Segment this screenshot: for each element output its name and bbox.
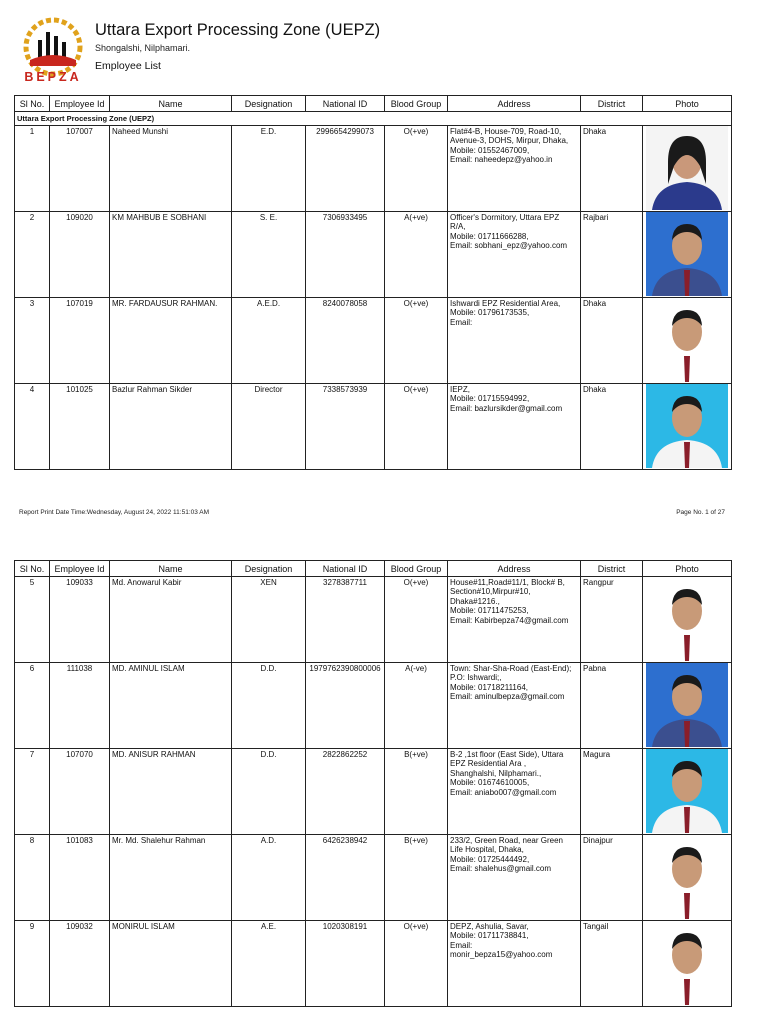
cell-name: MR. FARDAUSUR RAHMAN. xyxy=(110,298,232,384)
employee-photo xyxy=(643,212,732,298)
cell-address: IEPZ, Mobile: 01715594992, Email: bazlursikder@gmail.com xyxy=(448,384,581,470)
table-header-row xyxy=(15,561,732,577)
cell-sl-no: 1 xyxy=(15,126,50,212)
column-header-name: Name xyxy=(110,561,232,577)
employee-photo xyxy=(643,663,732,749)
table-header-row xyxy=(15,96,732,112)
cell-sl-no: 6 xyxy=(15,663,50,749)
cell-district: Pabna xyxy=(581,663,643,749)
employee-photo xyxy=(643,577,732,663)
cell-address: DEPZ, Ashulia, Savar, Mobile: 01711738841, Email: monir_bepza15@yahoo.com xyxy=(448,921,581,1007)
cell-district: Magura xyxy=(581,749,643,835)
org-address: Shongalshi, Nilphamari. xyxy=(95,43,191,53)
cell-blood-group: O(+ve) xyxy=(385,921,448,1007)
column-header-name: Name xyxy=(110,96,232,112)
employee-photo xyxy=(643,749,732,835)
table-row xyxy=(15,298,732,384)
table-row xyxy=(15,384,732,470)
cell-designation: A.D. xyxy=(232,835,306,921)
cell-employee-id: 107019 xyxy=(50,298,110,384)
cell-national-id: 2996654299073 xyxy=(306,126,385,212)
logo-text: BEPZA xyxy=(24,70,82,84)
cell-name: MONIRUL ISLAM xyxy=(110,921,232,1007)
employee-photo xyxy=(643,384,732,470)
cell-blood-group: O(+ve) xyxy=(385,126,448,212)
cell-blood-group: O(+ve) xyxy=(385,298,448,384)
column-header-photo: Photo xyxy=(643,96,732,112)
column-header-district: District xyxy=(581,561,643,577)
cell-national-id: 3278387711 xyxy=(306,577,385,663)
cell-blood-group: B(+ve) xyxy=(385,835,448,921)
table-row xyxy=(15,663,732,749)
column-header-sl-no: Sl No. xyxy=(15,96,50,112)
cell-name: Bazlur Rahman Sikder xyxy=(110,384,232,470)
page-number: Page No. 1 of 27 xyxy=(676,509,725,516)
section-title: Uttara Export Processing Zone (UEPZ) xyxy=(15,112,732,126)
cell-employee-id: 109033 xyxy=(50,577,110,663)
section-row xyxy=(15,112,732,126)
column-header-blood-group: Blood Group xyxy=(385,561,448,577)
cell-sl-no: 8 xyxy=(15,835,50,921)
cell-designation: A.E.D. xyxy=(232,298,306,384)
cell-sl-no: 7 xyxy=(15,749,50,835)
column-header-designation: Designation xyxy=(232,96,306,112)
cell-employee-id: 101083 xyxy=(50,835,110,921)
column-header-address: Address xyxy=(448,561,581,577)
cell-district: Dinajpur xyxy=(581,835,643,921)
table-row xyxy=(15,749,732,835)
cell-national-id: 2822862252 xyxy=(306,749,385,835)
cell-employee-id: 101025 xyxy=(50,384,110,470)
table-row xyxy=(15,212,732,298)
column-header-employee-id: Employee Id xyxy=(50,96,110,112)
table-row xyxy=(15,577,732,663)
cell-district: Dhaka xyxy=(581,298,643,384)
org-title: Uttara Export Processing Zone (UEPZ) xyxy=(95,21,381,39)
column-header-national-id: National ID xyxy=(306,96,385,112)
cell-address: Flat#4-B, House-709, Road-10, Avenue-3, DOHS, Mirpur, Dhaka, Mobile: 01552467009, Email: naheedepz@yahoo.in xyxy=(448,126,581,212)
cell-national-id: 1979762390800006 xyxy=(306,663,385,749)
employee-photo xyxy=(643,126,732,212)
cell-name: KM MAHBUB E SOBHANI xyxy=(110,212,232,298)
cell-address: Town: Shar-Sha-Road (East-End); P.O: Ishwardi;, Mobile: 01718211164, Email: aminulbepza@gmail.com xyxy=(448,663,581,749)
cell-national-id: 7306933495 xyxy=(306,212,385,298)
employee-photo xyxy=(643,835,732,921)
report-header xyxy=(0,0,768,90)
employee-table-page-2 xyxy=(14,560,732,1007)
cell-employee-id: 109032 xyxy=(50,921,110,1007)
cell-name: MD. ANISUR RAHMAN xyxy=(110,749,232,835)
cell-blood-group: B(+ve) xyxy=(385,749,448,835)
cell-address: House#11,Road#11/1, Block# B, Section#10,Mirpur#10, Dhaka#1216., Mobile: 01711475253, Email: Kabirbepza74@gmail.com xyxy=(448,577,581,663)
employee-photo xyxy=(643,298,732,384)
cell-address: Ishwardi EPZ Residential Area, Mobile: 01796173535, Email: xyxy=(448,298,581,384)
cell-designation: Director xyxy=(232,384,306,470)
cell-district: Tangail xyxy=(581,921,643,1007)
column-header-national-id: National ID xyxy=(306,561,385,577)
cell-national-id: 1020308191 xyxy=(306,921,385,1007)
cell-address: 233/2, Green Road, near Green Life Hospital, Dhaka, Mobile: 01725444492, Email: shalehus@gmail.com xyxy=(448,835,581,921)
cell-name: Mr. Md. Shalehur Rahman xyxy=(110,835,232,921)
cell-employee-id: 107007 xyxy=(50,126,110,212)
cell-designation: E.D. xyxy=(232,126,306,212)
column-header-address: Address xyxy=(448,96,581,112)
cell-blood-group: A(+ve) xyxy=(385,212,448,298)
cell-sl-no: 4 xyxy=(15,384,50,470)
column-header-employee-id: Employee Id xyxy=(50,561,110,577)
cell-designation: XEN xyxy=(232,577,306,663)
cell-national-id: 6426238942 xyxy=(306,835,385,921)
cell-national-id: 8240078058 xyxy=(306,298,385,384)
cell-employee-id: 107070 xyxy=(50,749,110,835)
table-row xyxy=(15,921,732,1007)
cell-name: Naheed Munshi xyxy=(110,126,232,212)
cell-district: Rangpur xyxy=(581,577,643,663)
table-row xyxy=(15,835,732,921)
column-header-blood-group: Blood Group xyxy=(385,96,448,112)
cell-sl-no: 3 xyxy=(15,298,50,384)
cell-designation: S. E. xyxy=(232,212,306,298)
cell-district: Rajbari xyxy=(581,212,643,298)
column-header-designation: Designation xyxy=(232,561,306,577)
table-row xyxy=(15,126,732,212)
cell-sl-no: 5 xyxy=(15,577,50,663)
employee-photo xyxy=(643,921,732,1007)
cell-designation: D.D. xyxy=(232,749,306,835)
cell-name: Md. Anowarul Kabir xyxy=(110,577,232,663)
column-header-district: District xyxy=(581,96,643,112)
cell-blood-group: A(-ve) xyxy=(385,663,448,749)
cell-district: Dhaka xyxy=(581,126,643,212)
cell-designation: D.D. xyxy=(232,663,306,749)
cell-name: MD. AMINUL ISLAM xyxy=(110,663,232,749)
cell-employee-id: 111038 xyxy=(50,663,110,749)
cell-address: Officer's Dormitory, Uttara EPZ R/A, Mobile: 01711666288, Email: sobhani_epz@yahoo.com xyxy=(448,212,581,298)
print-timestamp: Report Print Date Time:Wednesday, August 24, 2022 11:51:03 AM xyxy=(19,509,210,516)
cell-sl-no: 9 xyxy=(15,921,50,1007)
cell-blood-group: O(+ve) xyxy=(385,384,448,470)
cell-national-id: 7338573939 xyxy=(306,384,385,470)
column-header-photo: Photo xyxy=(643,561,732,577)
employee-table-page-1 xyxy=(14,95,732,470)
column-header-sl-no: Sl No. xyxy=(15,561,50,577)
cell-blood-group: O(+ve) xyxy=(385,577,448,663)
cell-designation: A.E. xyxy=(232,921,306,1007)
cell-address: B-2 ,1st floor (East Side), Uttara EPZ Residential Ara , Shanghalshi, Nilphamari., Mobile: 01674610005, Email: aniabo007@gmail.com xyxy=(448,749,581,835)
report-title: Employee List xyxy=(95,60,161,72)
cell-employee-id: 109020 xyxy=(50,212,110,298)
cell-district: Dhaka xyxy=(581,384,643,470)
cell-sl-no: 2 xyxy=(15,212,50,298)
